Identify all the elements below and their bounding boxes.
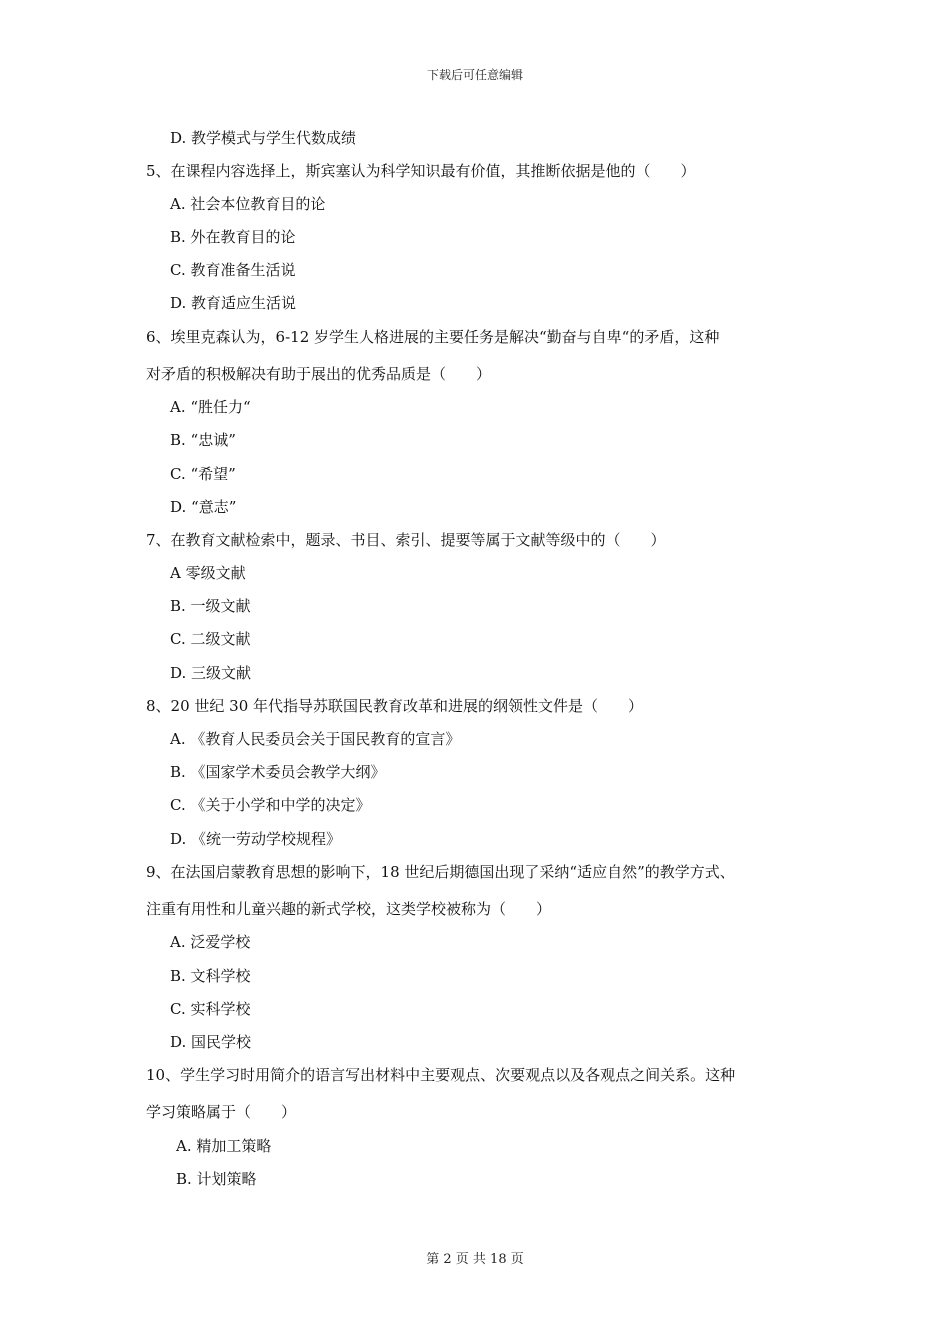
option-line: A. 社会本位教育目的论 xyxy=(170,195,326,213)
option-line: C. 二级文献 xyxy=(170,630,251,648)
option-line: A. “胜任力“ xyxy=(170,398,251,416)
question-line: 6、埃里克森认为，6-12 岁学生人格进展的主要任务是解决“勤奋与自卑“的矛盾，这种 xyxy=(146,328,720,346)
option-line: B. 文科学校 xyxy=(170,967,251,985)
option-line: C. “希望” xyxy=(170,465,236,483)
option-line: B. “忠诚” xyxy=(170,431,236,449)
question-line: 5、在课程内容选择上，斯宾塞认为科学知识最有价值，其推断依据是他的（ ） xyxy=(146,162,696,180)
option-line: D. “意志” xyxy=(170,498,237,516)
option-line: C. 教育准备生活说 xyxy=(170,261,296,279)
option-line: D. 国民学校 xyxy=(170,1033,252,1051)
option-line: A. 泛爱学校 xyxy=(170,933,251,951)
option-line: C. 《关于小学和中学的决定》 xyxy=(170,796,371,814)
page-number: 第 2 页 共 18 页 xyxy=(426,1252,524,1267)
question-line: 学习策略属于（ ） xyxy=(146,1103,297,1121)
option-line: A. 《教育人民委员会关于国民教育的宣言》 xyxy=(170,730,461,748)
option-line: A 零级文献 xyxy=(170,564,246,582)
option-line: D. 教育适应生活说 xyxy=(170,294,297,312)
page-header: 下载后可任意编辑 xyxy=(426,68,523,82)
option-line: B. 一级文献 xyxy=(170,597,251,615)
option-line: D. 三级文献 xyxy=(170,664,252,682)
option-line: A. 精加工策略 xyxy=(176,1137,272,1155)
question-line: 7、在教育文献检索中，题录、书目、索引、提要等属于文献等级中的（ ） xyxy=(146,531,666,549)
option-line: D. 教学模式与学生代数成绩 xyxy=(170,129,357,147)
option-line: D. 《统一劳动学校规程》 xyxy=(170,830,342,848)
question-line: 9、在法国启蒙教育思想的影响下，18 世纪后期德国出现了采纳“适应自然”的教学方式、 xyxy=(146,863,735,881)
question-line: 8、20 世纪 30 年代指导苏联国民教育改革和进展的纲领性文件是（ ） xyxy=(146,697,644,715)
option-line: B. 外在教育目的论 xyxy=(170,228,296,246)
question-line: 注重有用性和儿童兴趣的新式学校，这类学校被称为（ ） xyxy=(146,900,552,918)
question-line: 对矛盾的积极解决有助于展出的优秀品质是（ ） xyxy=(146,365,492,383)
option-line: C. 实科学校 xyxy=(170,1000,251,1018)
option-line: B. 计划策略 xyxy=(176,1170,257,1188)
option-line: B. 《国家学术委员会教学大纲》 xyxy=(170,763,386,781)
question-line: 10、学生学习时用简介的语言写出材料中主要观点、次要观点以及各观点之间关系。这种 xyxy=(146,1066,736,1084)
